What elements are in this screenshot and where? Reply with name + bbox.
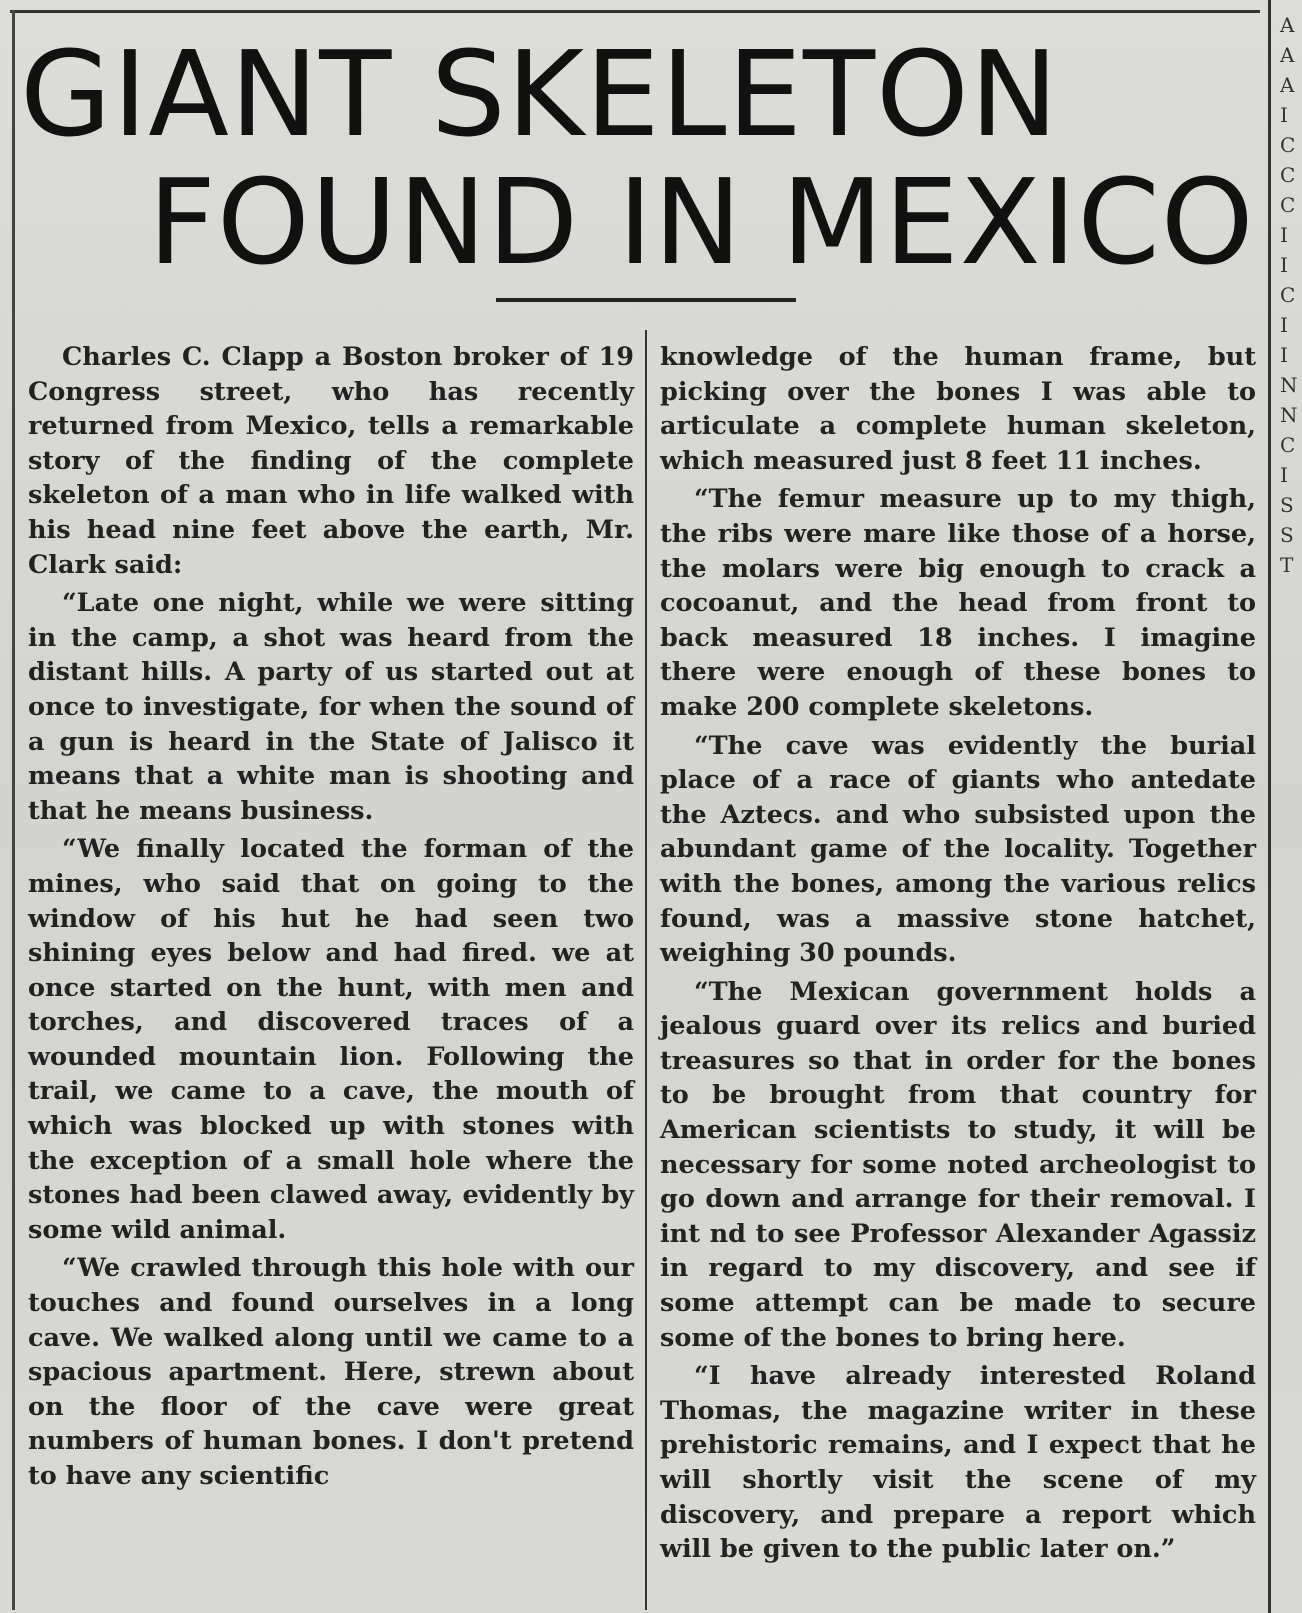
headline <box>20 25 1260 291</box>
right-column-rule <box>1268 0 1271 1613</box>
paragraph: “The Mexican government holds a jealous guard over its relics and buried treasures so that in order for the bones to be brought from that country for American scientists to study, it will be necessary for some noted archeologist to go down and arrange for their removal. I int nd to see Professor Alexander Agassiz in regard to my discovery, and see if some attempt can be made to secure some of the bones to bring here. <box>660 976 1256 1353</box>
headline-line-1: GIANT SKELETON <box>20 25 1060 163</box>
paragraph: “We finally located the forman of the mines, who said that on going to the window of his hut he had seen two shining eyes below and had fired. we at once started on the hunt, with men and torches, and discovered traces of a wounded mountain lion. Following the trail, we came to a cave, the mouth of which was blocked up with stones with the exception of a small hole where the stones had been clawed away, evidently by some wild animal. <box>28 834 634 1245</box>
paragraph: “The femur measure up to my thigh, the ribs were mare like those of a horse, the molars were big enough to crack a cocoanut, and the head from front to back measured 18 inches. I imagine there were enough of these bones to make 200 complete skeletons. <box>660 484 1256 722</box>
left-column-rule <box>12 10 15 1610</box>
paragraph: “Late one night, while we were sitting in the camp, a shot was heard from the distant hills. A party of us started out at once to investigate, for when the sound of a gun is heard in the State of Jalisco it means that a white man is shooting and that he means business. <box>28 588 634 826</box>
adjacent-column-fragment: A A A I C C C I I C I I N N C I S S T <box>1280 13 1298 577</box>
paragraph: knowledge of the human frame, but picking over the bones I was able to articulate a complete human skeleton, which measured just 8 feet 11 inches. <box>660 342 1256 476</box>
top-rule <box>10 10 1260 13</box>
column-divider <box>645 330 647 1610</box>
headline-line-2: FOUND IN MEXICO <box>148 153 1255 291</box>
article-column-right <box>660 340 1256 1571</box>
paragraph: “We crawled through this hole with our touches and found ourselves in a long cave. We walked along until we came to a spacious apartment. Here, strewn about on the floor of the cave were great numbers of human bones. I don't pretend to have any scientific <box>28 1253 634 1491</box>
headline-divider <box>496 298 796 302</box>
paragraph: “The cave was evidently the burial place of a race of giants who antedate the Aztecs. and who subsisted upon the abundant game of the locality. Together with the bones, among the various relics found, was a massive stone hatchet, weighing 30 pounds. <box>660 730 1256 969</box>
paragraph: “I have already interested Roland Thomas, the magazine writer in these prehistoric remains, and I expect that he will shortly visit the scene of my discovery, and prepare a report which will be given to the public later on.” <box>660 1361 1256 1565</box>
article-column-left <box>28 340 634 1498</box>
paragraph: Charles C. Clapp a Boston broker of 19 Congress street, who has recently returned from Mexico, tells a remarkable story of the finding of the complete skeleton of a man who in life walked with his head nine feet above the earth, Mr. Clark said: <box>28 342 634 580</box>
